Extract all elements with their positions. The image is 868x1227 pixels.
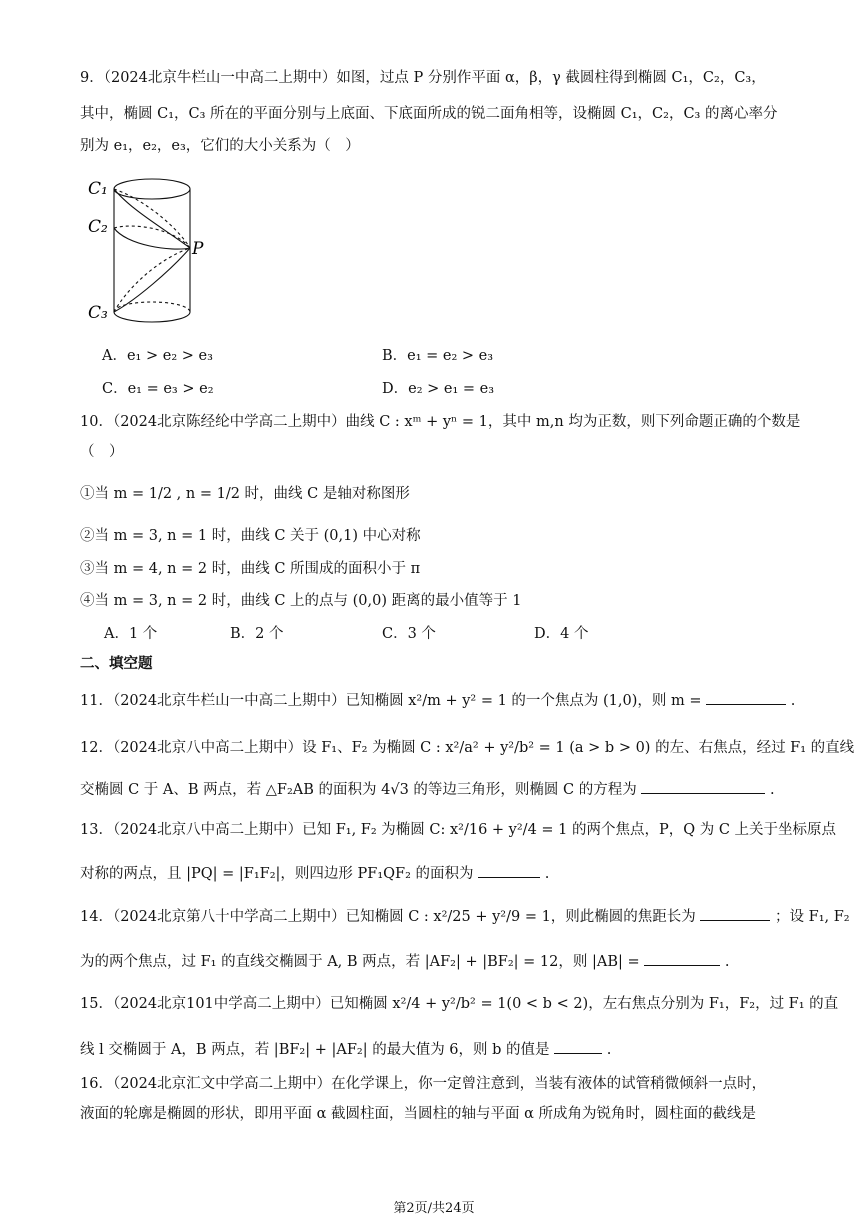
q10-statement-4: ④当 m = 3, n = 2 时，曲线 C 上的点与 (0,0) 距离的最小值等于 1 [80, 593, 522, 609]
q9-option-b: B．e₁ = e₂ > e₃ [382, 348, 494, 364]
q16-line1: 16．（2024北京汇文中学高二上期中）在化学课上，你一定曾注意到，当装有液体的试管稍微倾斜一点时， [80, 1076, 767, 1092]
q14-text1: 14．（2024北京第八十中学高二上期中）已知椭圆 C : x²/25 + y²/9 = 1，则此椭圆的焦距长为 [80, 909, 696, 925]
q9-option-a: A．e₁ > e₂ > e₃ [102, 348, 213, 364]
q9-option-c: C．e₁ = e₃ > e₂ [102, 381, 214, 397]
q12-line1: 12．（2024北京八中高二上期中）设 F₁、F₂ 为椭圆 C : x²/a² + y²/b² = 1 (a > b > 0) 的左、右焦点，经过 F₁ 的直线 [80, 740, 855, 756]
q15-line1: 15．（2024北京101中学高二上期中）已知椭圆 x²/4 + y²/b² = 1(0 < b < 2)，左右焦点分别为 F₁，F₂，过 F₁ 的直 [80, 996, 839, 1012]
q13-end: . [544, 866, 550, 882]
fig-label-c2: C₂ [88, 217, 108, 237]
fig-label-c1: C₁ [88, 179, 108, 199]
q14-answer-blank-1[interactable] [700, 906, 770, 921]
q15-text: 线 l 交椭圆于 A，B 两点，若 |BF₂| + |AF₂| 的最大值为 6，则 b 的值是 [80, 1042, 550, 1058]
q9-line3: 别为 e₁，e₂，e₃，它们的大小关系为（ ） [80, 138, 360, 154]
q14-line2 [80, 951, 729, 972]
cylinder-figure [86, 170, 216, 330]
q10-statement-1: ①当 m = 1/2 , n = 1/2 时，曲线 C 是轴对称图形 [80, 486, 410, 502]
q13-line1: 13．（2024北京八中高二上期中）已知 F₁, F₂ 为椭圆 C: x²/16 + y²/4 = 1 的两个焦点，P，Q 为 C 上关于坐标原点 [80, 822, 837, 838]
q11-text: 11．（2024北京牛栏山一中高二上期中）已知椭圆 x²/m + y² = 1 的一个焦点为 (1,0)，则 m = [80, 693, 702, 709]
q11-line [80, 690, 795, 711]
q12-end: . [769, 782, 775, 798]
q10-line2: （ ） [80, 444, 124, 460]
page-number: 第2页/共24页 [393, 1201, 475, 1216]
q10-statement-2: ②当 m = 3, n = 1 时，曲线 C 关于 (0,1) 中心对称 [80, 528, 421, 544]
q10-option-d: D．4 个 [534, 626, 589, 642]
q15-answer-blank[interactable] [554, 1039, 602, 1054]
q14-text2: 为的两个焦点，过 F₁ 的直线交椭圆于 A, B 两点，若 |AF₂| + |BF₂| = 12，则 |AB| = [80, 954, 640, 970]
q14-text1-end: ；设 F₁, F₂ [775, 909, 850, 925]
q15-end: . [606, 1042, 612, 1058]
q10-option-b: B．2 个 [230, 626, 284, 642]
fig-label-c3: C₃ [88, 303, 108, 323]
q15-line2 [80, 1039, 611, 1060]
q10-line1: 10．（2024北京陈经纶中学高二上期中）曲线 C : xᵐ + yⁿ = 1，其中 m,n 均为正数，则下列命题正确的个数是 [80, 414, 801, 430]
q14-end: . [724, 954, 730, 970]
q14-line1 [80, 906, 850, 927]
q12-text: 交椭圆 C 于 A、B 两点，若 △F₂AB 的面积为 4√3 的等边三角形，则椭圆 C 的方程为 [80, 782, 637, 798]
q10-option-c: C．3 个 [382, 626, 436, 642]
section-heading: 二、填空题 [80, 655, 153, 672]
q16-line2: 液面的轮廓是椭圆的形状，即用平面 α 截圆柱面，当圆柱的轴与平面 α 所成角为锐角时，圆柱面的截线是 [80, 1106, 757, 1122]
q13-line2 [80, 863, 549, 884]
q12-answer-blank[interactable] [641, 779, 765, 794]
q14-answer-blank-2[interactable] [644, 951, 720, 966]
q9-line2: 其中，椭圆 C₁，C₃ 所在的平面分别与上底面、下底面所成的锐二面角相等，设椭圆 C₁，C₂，C₃ 的离心率分 [80, 106, 778, 122]
q11-end: . [790, 693, 796, 709]
fig-label-p: P [192, 239, 204, 259]
q11-answer-blank[interactable] [706, 690, 786, 705]
q10-statement-3: ③当 m = 4, n = 2 时，曲线 C 所围成的面积小于 π [80, 561, 421, 577]
q12-line2 [80, 779, 775, 800]
q13-answer-blank[interactable] [478, 863, 540, 878]
q13-text: 对称的两点，且 |PQ| = |F₁F₂|，则四边形 PF₁QF₂ 的面积为 [80, 866, 474, 882]
q9-option-d: D．e₂ > e₁ = e₃ [382, 381, 495, 397]
q9-line1: 9．（2024北京牛栏山一中高二上期中）如图，过点 P 分别作平面 α，β，γ 截圆柱得到椭圆 C₁，C₂，C₃， [80, 70, 766, 86]
q10-option-a: A．1 个 [104, 626, 158, 642]
